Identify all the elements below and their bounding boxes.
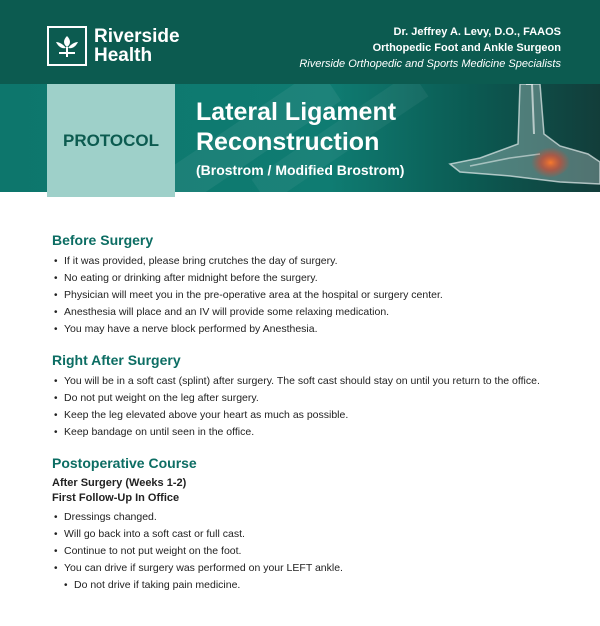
list-item: • If it was provided, please bring crutches the day of surgery. [52,253,572,270]
list-item: • Anesthesia will place and an IV will provide some relaxing medication. [52,304,572,321]
page-title [196,97,396,157]
doctor-name: Dr. Jeffrey A. Levy, D.O., FAAOS [393,26,561,38]
list-item: • Do not put weight on the leg after surgery. [52,390,572,407]
sub-list-item: • Do not drive if taking pain medicine. [52,577,572,594]
list-item: • Keep bandage on until seen in the office. [52,424,572,441]
protocol-content [52,232,572,608]
list-item: • Continue to not put weight on the foot. [52,543,572,560]
list-item: • You will be in a soft cast (splint) after surgery. The soft cast should stay on until you return to the office. [52,373,572,390]
protocol-label: PROTOCOL [62,130,160,150]
leaf-icon [47,26,87,66]
list-item: • Will go back into a soft cast or full cast. [52,526,572,543]
postoperative-list [52,509,572,577]
header-bar [0,0,600,84]
subheading-follow-up: First Follow-Up In Office [52,492,180,504]
list-item: • No eating or drinking after midnight before the surgery. [52,270,572,287]
practice-name: Riverside Orthopedic and Sports Medicine Specialists [299,58,561,70]
list-item: • Keep the leg elevated above your heart as much as possible. [52,407,572,424]
list-item: • Physician will meet you in the pre-operative area at the hospital or surgery center. [52,287,572,304]
doctor-info [299,24,561,72]
list-item: • You can drive if surgery was performed on your LEFT ankle. [52,560,572,577]
postop-subheadings [52,476,572,506]
before-surgery-list [52,253,572,338]
before-surgery-section [52,232,572,338]
section-heading: Right After Surgery [52,352,181,368]
subheading-weeks: After Surgery (Weeks 1-2) [52,477,187,489]
section-heading: Postoperative Course [52,455,197,471]
postoperative-sublist [52,577,572,594]
title-line-2: Reconstruction [196,128,380,156]
protocol-badge [47,84,175,197]
list-item: • You may have a nerve block performed by Anesthesia. [52,321,572,338]
logo-line-1: Riverside [94,26,180,47]
page-subtitle: (Brostrom / Modified Brostrom) [196,162,405,178]
right-after-surgery-list [52,373,572,441]
section-heading: Before Surgery [52,232,154,248]
doctor-title: Orthopedic Foot and Ankle Surgeon [372,42,561,54]
title-line-1: Lateral Ligament [196,98,397,126]
postoperative-course-section [52,455,572,594]
logo-line-2: Health [94,45,153,66]
right-after-surgery-section [52,352,572,441]
list-item: • Dressings changed. [52,509,572,526]
foot-xray-image [440,84,600,192]
riverside-logo [47,26,180,66]
